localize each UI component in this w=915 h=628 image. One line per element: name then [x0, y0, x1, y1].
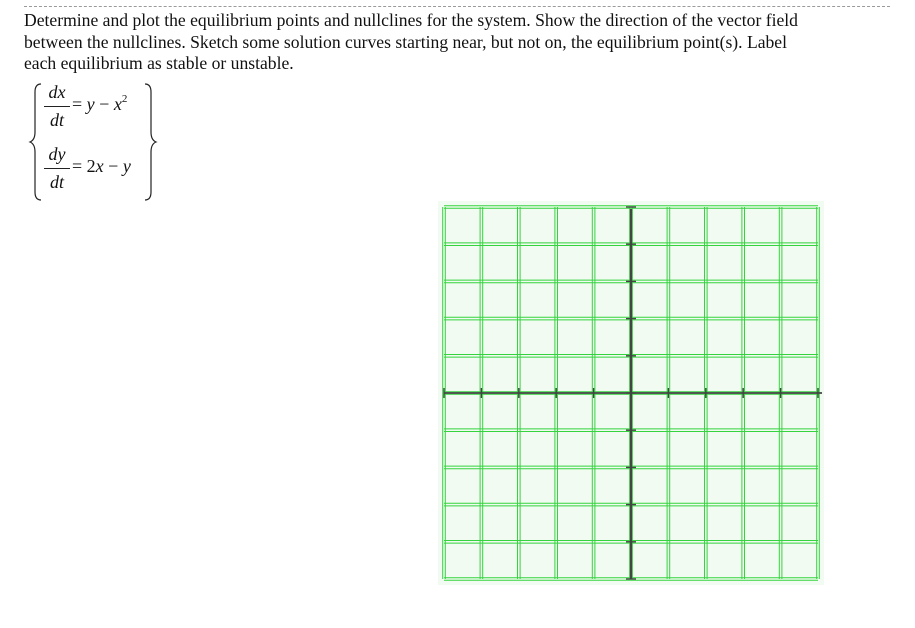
eq1-exponent: 2: [121, 93, 128, 105]
eq1-var-x: x: [113, 94, 122, 114]
grid-canvas[interactable]: [436, 199, 824, 585]
eq2-rhs: [72, 156, 131, 177]
problem-line-3: each equilibrium as stable or unstable.: [24, 53, 294, 73]
eq2-denominator: dt: [49, 172, 64, 192]
right-brace: [145, 84, 156, 200]
top-divider: [24, 6, 890, 7]
problem-line-2: between the nullclines. Sketch some solution curves starting near, but not on, the equilibrium point(s). Label: [24, 31, 787, 52]
eq2-var-x: x: [95, 156, 104, 176]
problem-statement: [24, 10, 894, 75]
eq1-var-y: y: [86, 94, 95, 114]
eq2-minus: −: [103, 156, 123, 176]
ode-system: [28, 82, 168, 202]
eq1-minus: −: [94, 94, 114, 114]
eq2-fraction-bar: [44, 168, 70, 169]
eq1-rhs: [72, 93, 127, 115]
eq1-denominator: dt: [49, 110, 64, 130]
eq1-equals: =: [72, 94, 87, 114]
problem-line-1: Determine and plot the equilibrium points and nullclines for the system. Show the direction of the vector field: [24, 10, 798, 30]
eq1-fraction-bar: [44, 106, 70, 107]
eq2-numerator: dy: [48, 144, 66, 164]
eq2-equals-2: = 2: [72, 156, 96, 176]
left-brace: [30, 84, 41, 200]
eq2-var-y: y: [122, 156, 131, 176]
blank-graph-grid[interactable]: [436, 199, 824, 585]
eq1-numerator: dx: [48, 82, 66, 102]
